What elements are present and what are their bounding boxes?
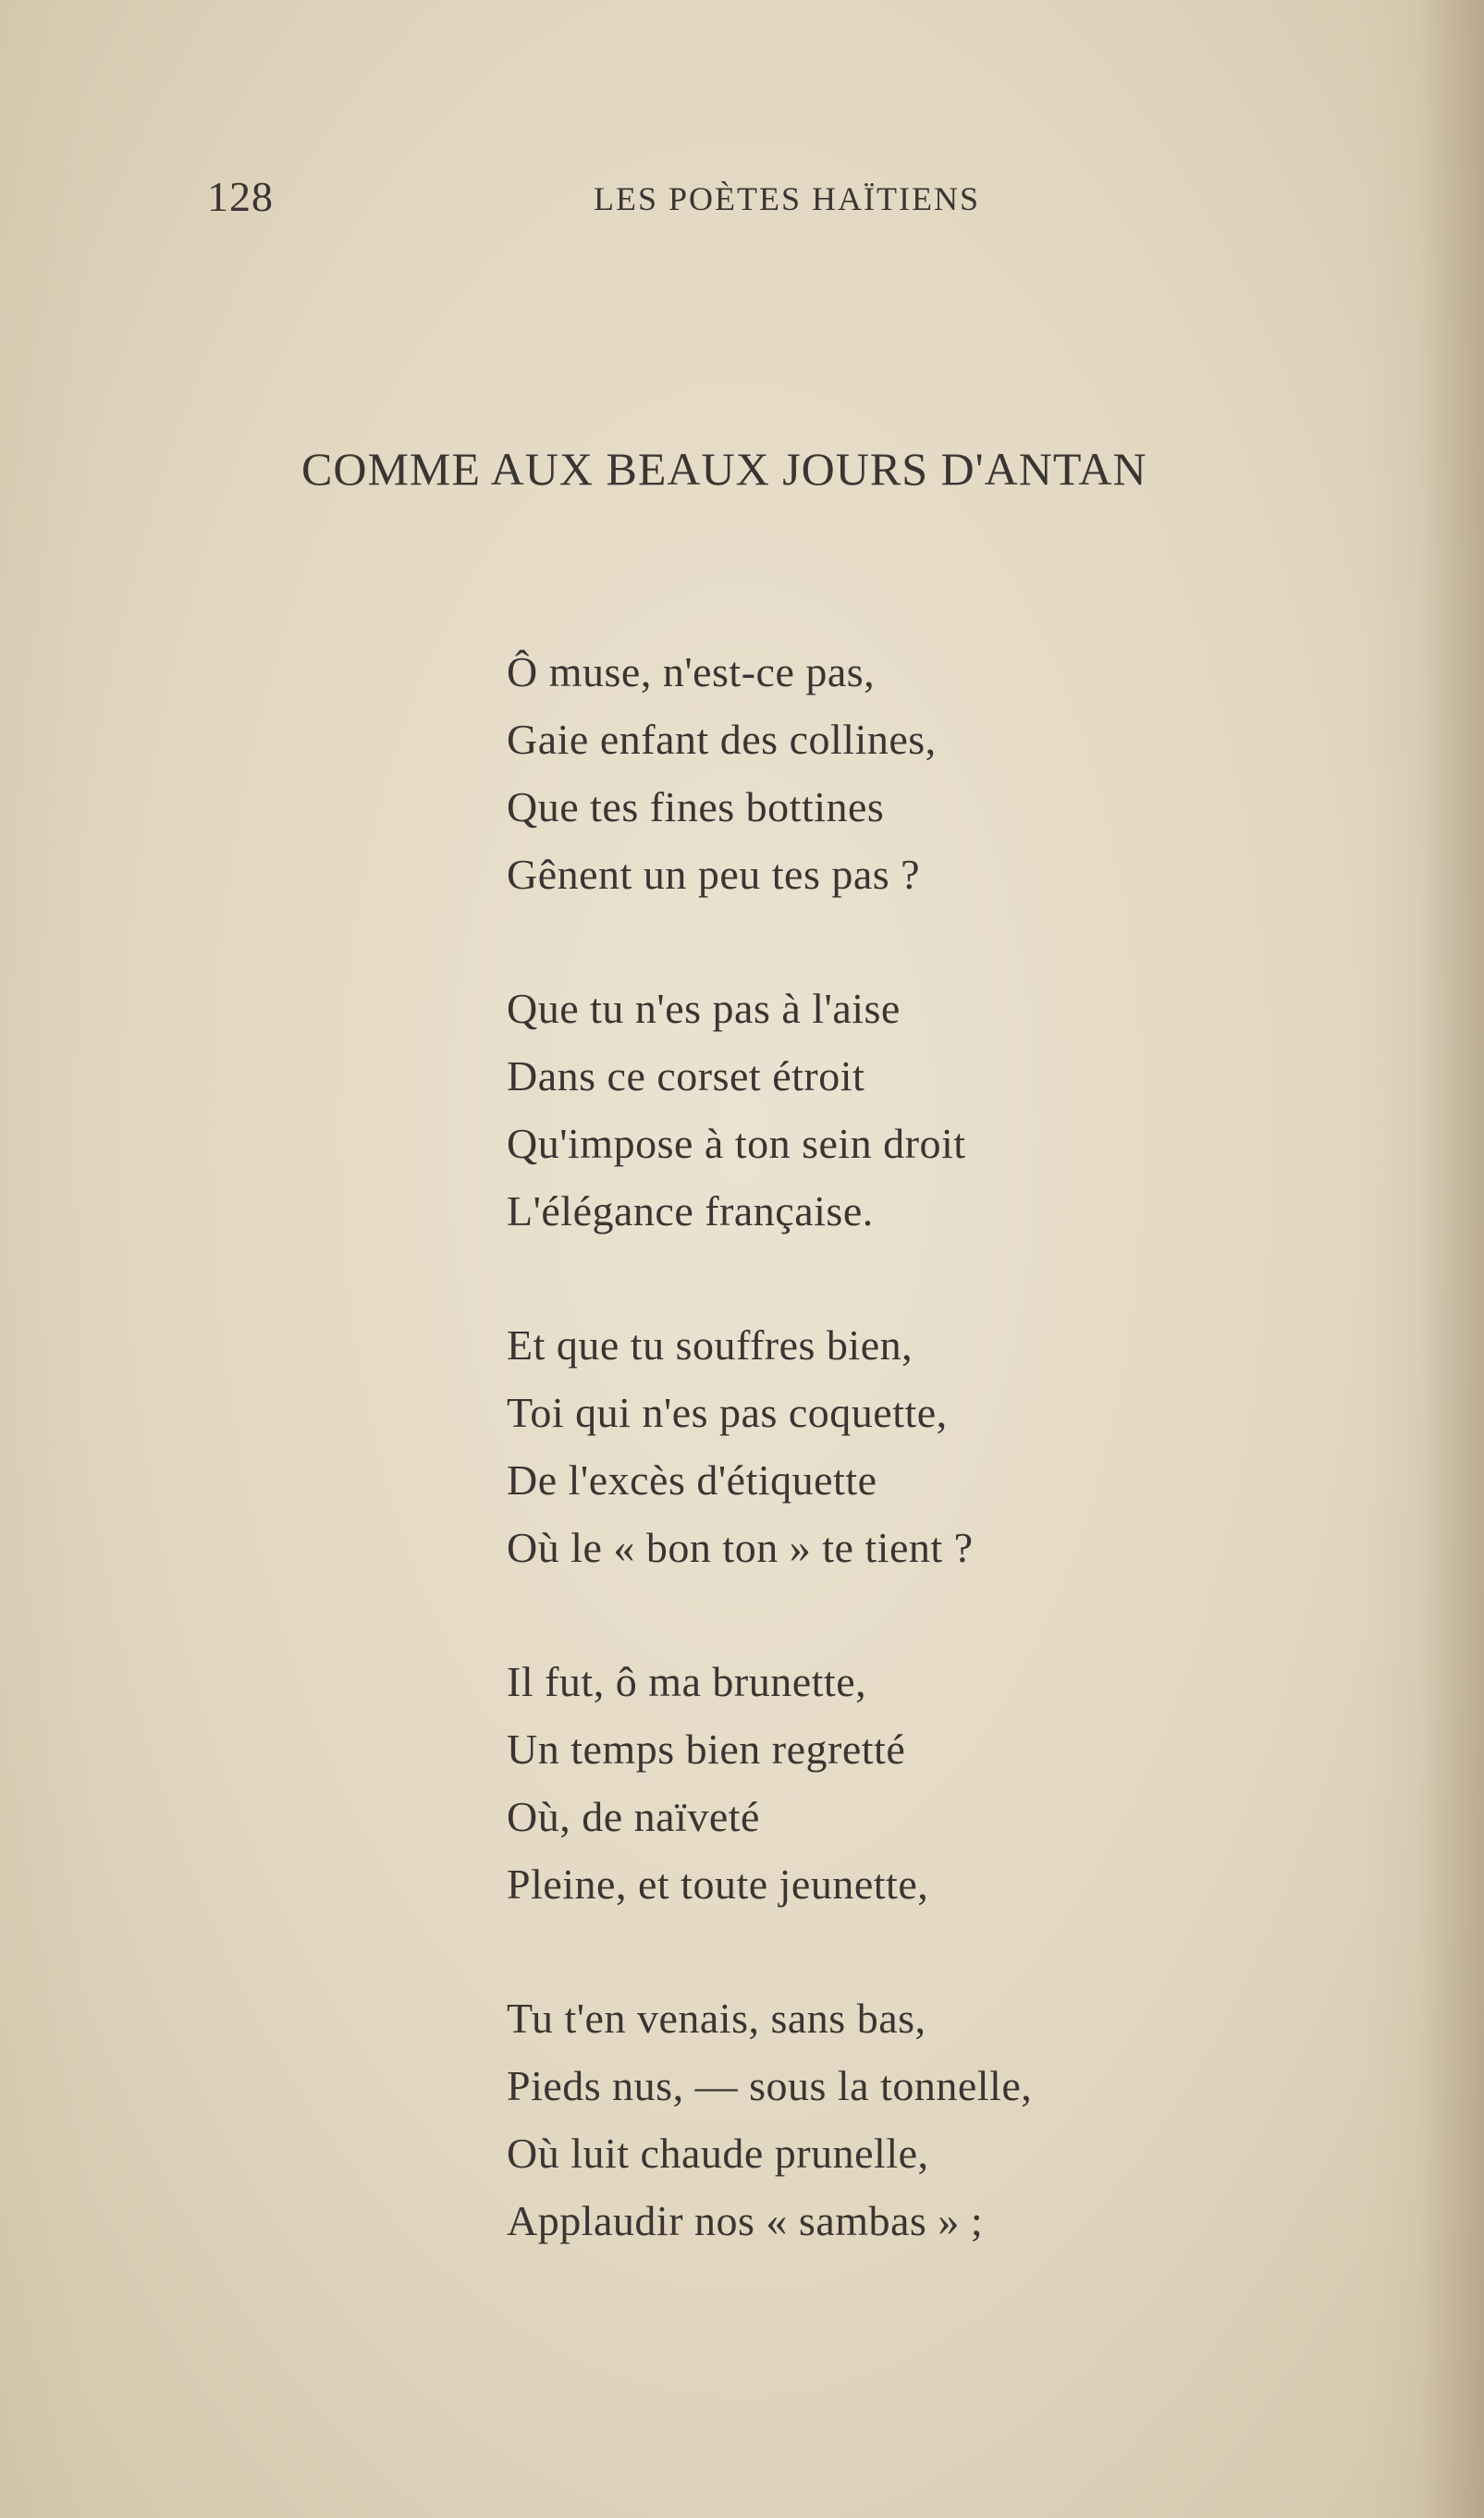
poem-title: COMME AUX BEAUX JOURS D'ANTAN: [301, 443, 1147, 495]
verse-line: Que tes fines bottines: [507, 783, 885, 830]
verse-line: Que tu n'es pas à l'aise: [507, 985, 901, 1032]
verse-line: De l'excès d'étiquette: [507, 1456, 877, 1504]
verse-line: Pleine, et toute jeunette,: [507, 1861, 929, 1908]
verse-line: Ô muse, n'est-ce pas,: [507, 648, 876, 695]
stanza-4: [507, 1648, 1339, 1918]
running-title: LES POÈTES HAÏTIENS: [594, 180, 980, 217]
verse-line: L'élégance française.: [507, 1187, 874, 1234]
stanza-5: [507, 1984, 1339, 2254]
stanza-2: [507, 975, 1339, 1245]
verse-line: Tu t'en venais, sans bas,: [507, 1995, 926, 2042]
verse-line: Gênent un peu tes pas ?: [507, 851, 921, 898]
verse-line: Où le « bon ton » te tient ?: [507, 1524, 974, 1571]
verse-line: Qu'impose à ton sein droit: [507, 1120, 966, 1167]
page-number: 128: [207, 173, 274, 220]
stanza-3: [507, 1311, 1339, 1581]
verse-line: Dans ce corset étroit: [507, 1052, 865, 1099]
verse-line: Où luit chaude prunelle,: [507, 2130, 929, 2177]
verse-line: Où, de naïveté: [507, 1793, 760, 1840]
stanza-1: [507, 638, 1339, 908]
verse-line: Un temps bien regretté: [507, 1726, 906, 1773]
verse-line: Gaie enfant des collines,: [507, 716, 937, 763]
verse-line: Et que tu souffres bien,: [507, 1321, 914, 1369]
verse-line: Pieds nus, — sous la tonnelle,: [507, 2062, 1033, 2109]
verse-line: Applaudir nos « sambas » ;: [507, 2197, 984, 2244]
running-head: [0, 172, 1484, 227]
verse-line: Il fut, ô ma brunette,: [507, 1658, 867, 1705]
verse-line: Toi qui n'es pas coquette,: [507, 1389, 948, 1436]
page-edge-shadow: [1419, 0, 1484, 2518]
poem-body: [507, 638, 1339, 2321]
